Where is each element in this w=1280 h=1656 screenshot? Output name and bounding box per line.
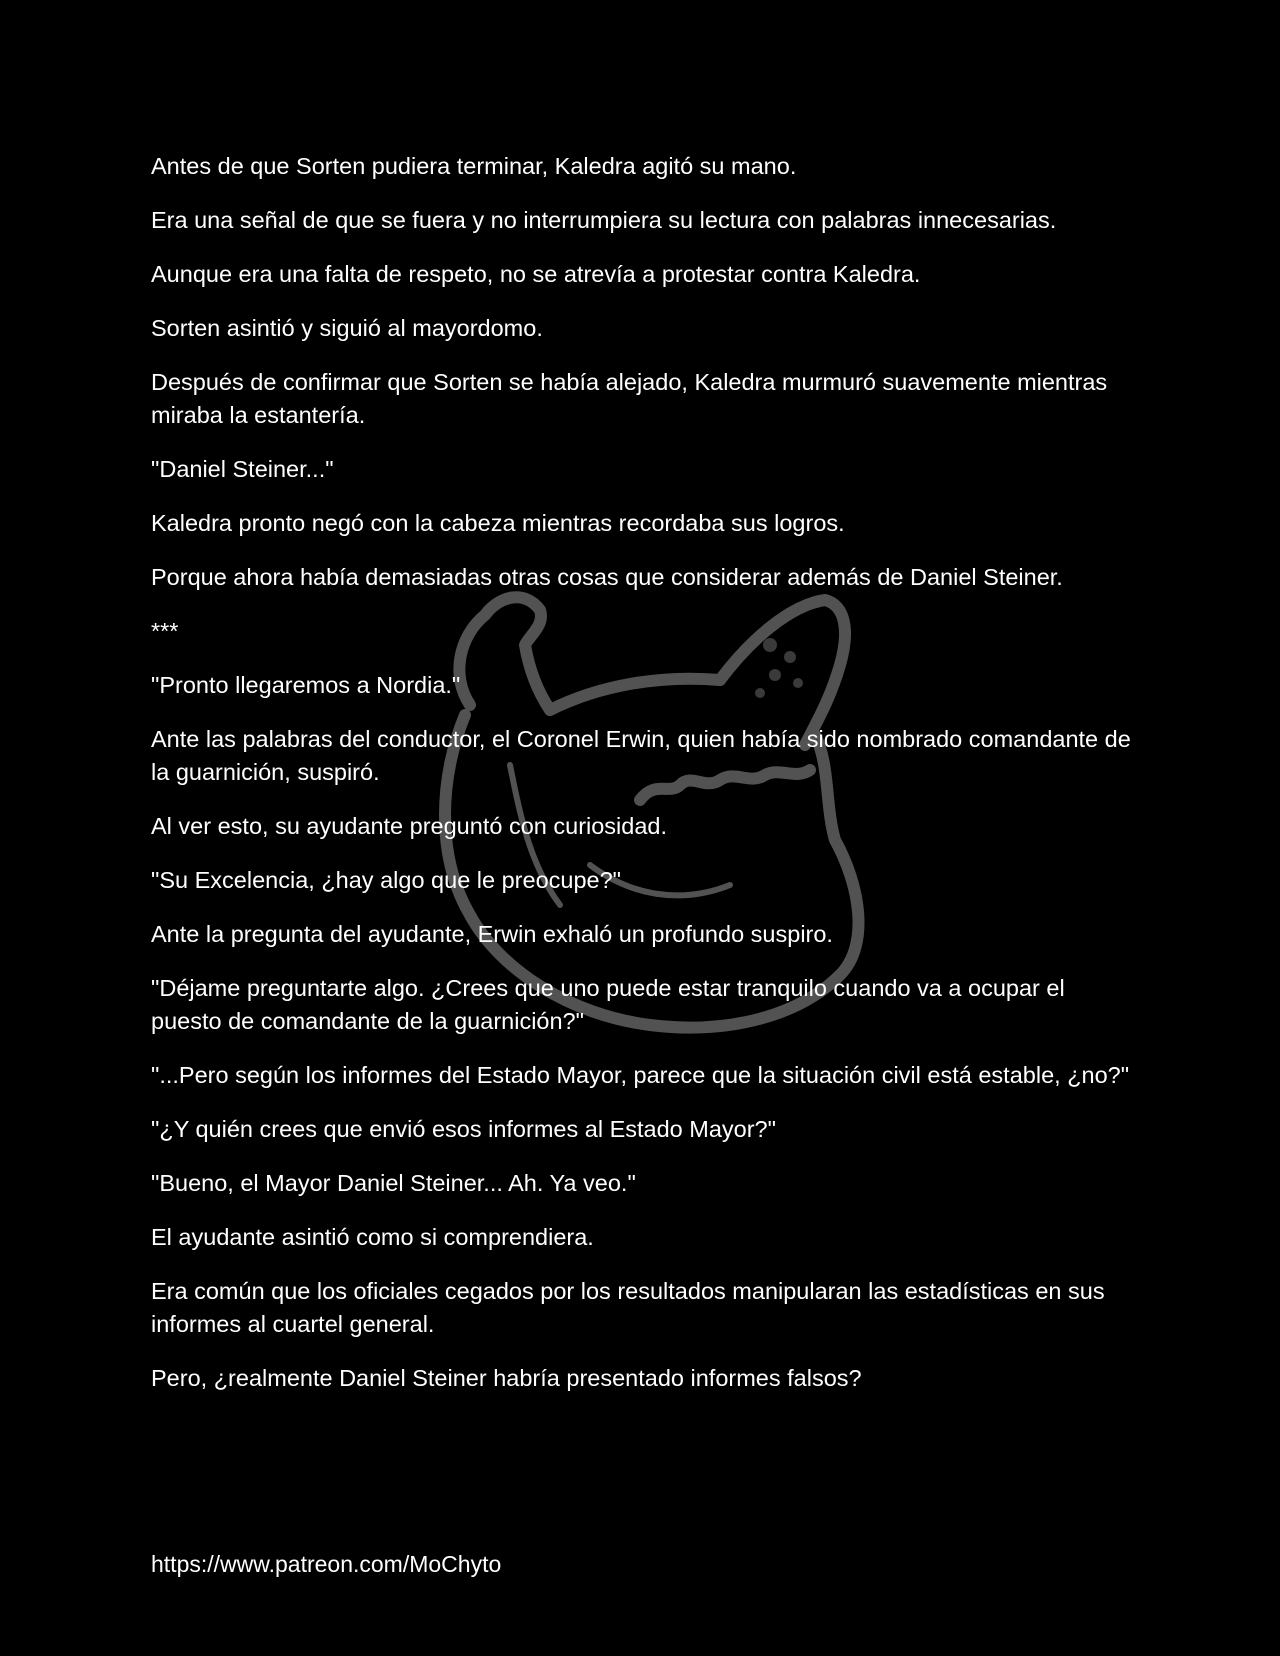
paragraph: "...Pero según los informes del Estado Mayor, parece que la situación civil está estable, ¿no?" bbox=[151, 1062, 1130, 1088]
paragraph: "¿Y quién crees que envió esos informes al Estado Mayor?" bbox=[151, 1116, 776, 1142]
paragraph: Al ver esto, su ayudante preguntó con curiosidad. bbox=[151, 813, 668, 839]
paragraph: "Su Excelencia, ¿hay algo que le preocupe?" bbox=[151, 867, 622, 893]
chapter-text bbox=[151, 150, 1141, 1416]
paragraph: Ante la pregunta del ayudante, Erwin exhaló un profundo suspiro. bbox=[151, 921, 833, 947]
paragraph: "Déjame preguntarte algo. ¿Crees que uno puede estar tranquilo cuando va a ocupar el puesto de comandante de la guarnición?" bbox=[151, 975, 1065, 1034]
scene-break: *** bbox=[151, 618, 179, 644]
paragraph: "Pronto llegaremos a Nordia." bbox=[151, 672, 461, 698]
paragraph: Era común que los oficiales cegados por los resultados manipularan las estadísticas en sus informes al cuartel general. bbox=[151, 1278, 1105, 1337]
paragraph: Aunque era una falta de respeto, no se atrevía a protestar contra Kaledra. bbox=[151, 261, 921, 287]
paragraph: "Bueno, el Mayor Daniel Steiner... Ah. Ya veo." bbox=[151, 1170, 636, 1196]
paragraph: Porque ahora había demasiadas otras cosas que considerar además de Daniel Steiner. bbox=[151, 564, 1063, 590]
patreon-link[interactable]: https://www.patreon.com/MoChyto bbox=[151, 1551, 502, 1577]
paragraph: Era una señal de que se fuera y no interrumpiera su lectura con palabras innecesarias. bbox=[151, 207, 1057, 233]
paragraph: Kaledra pronto negó con la cabeza mientras recordaba sus logros. bbox=[151, 510, 845, 536]
paragraph: Antes de que Sorten pudiera terminar, Kaledra agitó su mano. bbox=[151, 153, 797, 179]
paragraph: Ante las palabras del conductor, el Coronel Erwin, quien había sido nombrado comandante de la guarnición, suspiró. bbox=[151, 726, 1131, 785]
paragraph: Después de confirmar que Sorten se había alejado, Kaledra murmuró suavemente mientras miraba la estantería. bbox=[151, 369, 1108, 428]
paragraph: Sorten asintió y siguió al mayordomo. bbox=[151, 315, 543, 341]
paragraph: El ayudante asintió como si comprendiera. bbox=[151, 1224, 594, 1250]
paragraph: "Daniel Steiner..." bbox=[151, 456, 334, 482]
paragraph: Pero, ¿realmente Daniel Steiner habría presentado informes falsos? bbox=[151, 1365, 862, 1391]
